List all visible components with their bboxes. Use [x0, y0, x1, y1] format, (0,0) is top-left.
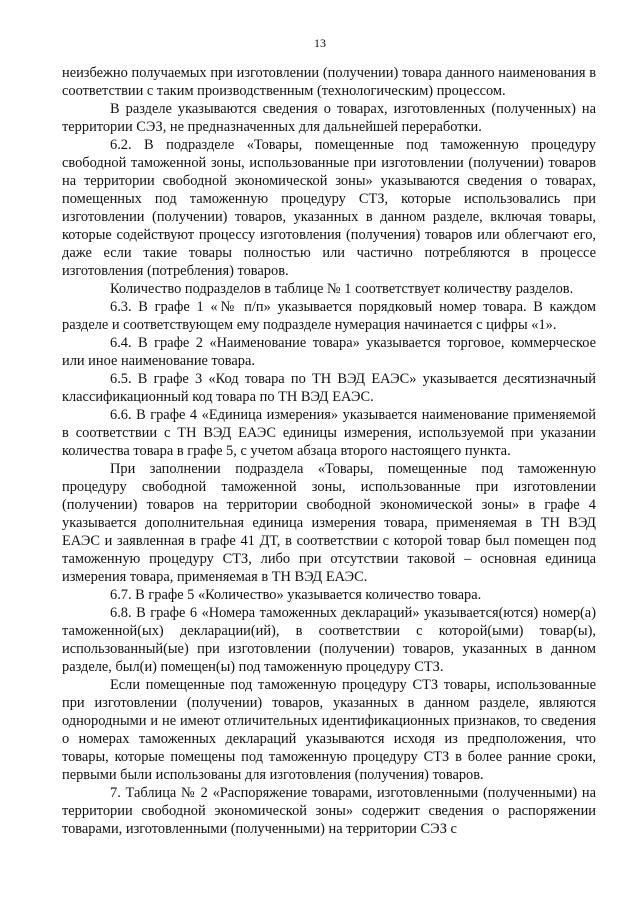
paragraph-subsection-count: Количество подразделов в таблице № 1 соответствует количеству разделов. — [110, 281, 574, 297]
paragraph-6-5: 6.5. В графе 3 «Код товара по ТН ВЭД ЕАЭС» указывается десятизначный классификационный код товара по ТН ВЭД ЕАЭС. — [62, 371, 596, 405]
paragraph-6-8-homogeneous: Если помещенные под таможенную процедуру СТЗ товары, использованные при изготовлении (получении) товаров, указанных в данном разделе, являются однородными и не имеют отличительных идентификационных признаков, то сведения о номерах таможенных деклараций указываются исходя из предположения, что товары, которые помещены под таможенную процедуру СТЗ в более ранние сроки, первыми были использованы для изготовления (получения) товаров. — [62, 677, 596, 783]
paragraph-6-8: 6.8. В графе 6 «Номера таможенных деклараций» указывается(ются) номер(а) таможенной(ых) декларации(ий), в соответствии с которой(ыми) товар(ы), использованный(ые) при изготовлении (получении) товаров, указанных в данном разделе, был(и) помещен(ы) под таможенную процедуру СТЗ. — [62, 605, 596, 675]
paragraph-6-6-additional: При заполнении подраздела «Товары, помещенные под таможенную процедуру свободной таможенной зоны, использованные при изготовлении (получении) товаров на территории свободной экономической зоны» в графе 4 указывается дополнительная единица измерения товара, применяемая в ТН ВЭД ЕАЭС и заявленная в графе 41 ДТ, в соответствии с которой товар был помещен под таможенную процедуру СТЗ, либо при отсутствии таковой – основная единица измерения товара, применяемая в ТН ВЭД ЕАЭС. — [62, 461, 596, 585]
body-text — [62, 64, 596, 838]
paragraph-6-3: 6.3. В графе 1 «№ п/п» указывается порядковый номер товара. В каждом разделе и соответствующем ему подразделе нумерация начинается с цифры «1». — [62, 299, 596, 333]
paragraph-7: 7. Таблица № 2 «Распоряжение товарами, изготовленными (полученными) на территории свободной экономической зоны» содержит сведения о распоряжении товарами, изготовленными (полученными) на территории СЭЗ с — [62, 785, 596, 837]
paragraph-6-4: 6.4. В графе 2 «Наименование товара» указывается торговое, коммерческое или иное наименование товара. — [62, 335, 596, 369]
paragraph-6-7: 6.7. В графе 5 «Количество» указывается количество товара. — [110, 587, 482, 603]
paragraph-6-6: 6.6. В графе 4 «Единица измерения» указывается наименование применяемой в соответствии с ТН ВЭД ЕАЭС единицы измерения, используемой при указании количества товара в графе 5, с учетом абзаца второго настоящего пункта. — [62, 407, 596, 459]
paragraph-6-2: 6.2. В подразделе «Товары, помещенные под таможенную процедуру свободной таможенной зоны, использованные при изготовлении (получении) товаров на территории свободной экономической зоны» указываются сведения о товарах, помещенных под таможенную процедуру СТЗ, которые использовались при изготовлении (получении) товаров, указанных в данном разделе, включая товары, которые содействуют процессу изготовления (получения) товаров или облегчают его, даже если такие товары полностью или частично потребляются в процессе изготовления (потребления) товаров. — [62, 137, 596, 279]
page-number: 13 — [314, 36, 326, 50]
paragraph-section-info: В разделе указываются сведения о товарах, изготовленных (полученных) на территории СЭЗ, не предназначенных для дальнейшей переработки. — [62, 101, 596, 135]
paragraph-continuation: неизбежно получаемых при изготовлении (получении) товара данного наименования в соответствии с таким производственным (технологическим) процессом. — [62, 65, 596, 99]
